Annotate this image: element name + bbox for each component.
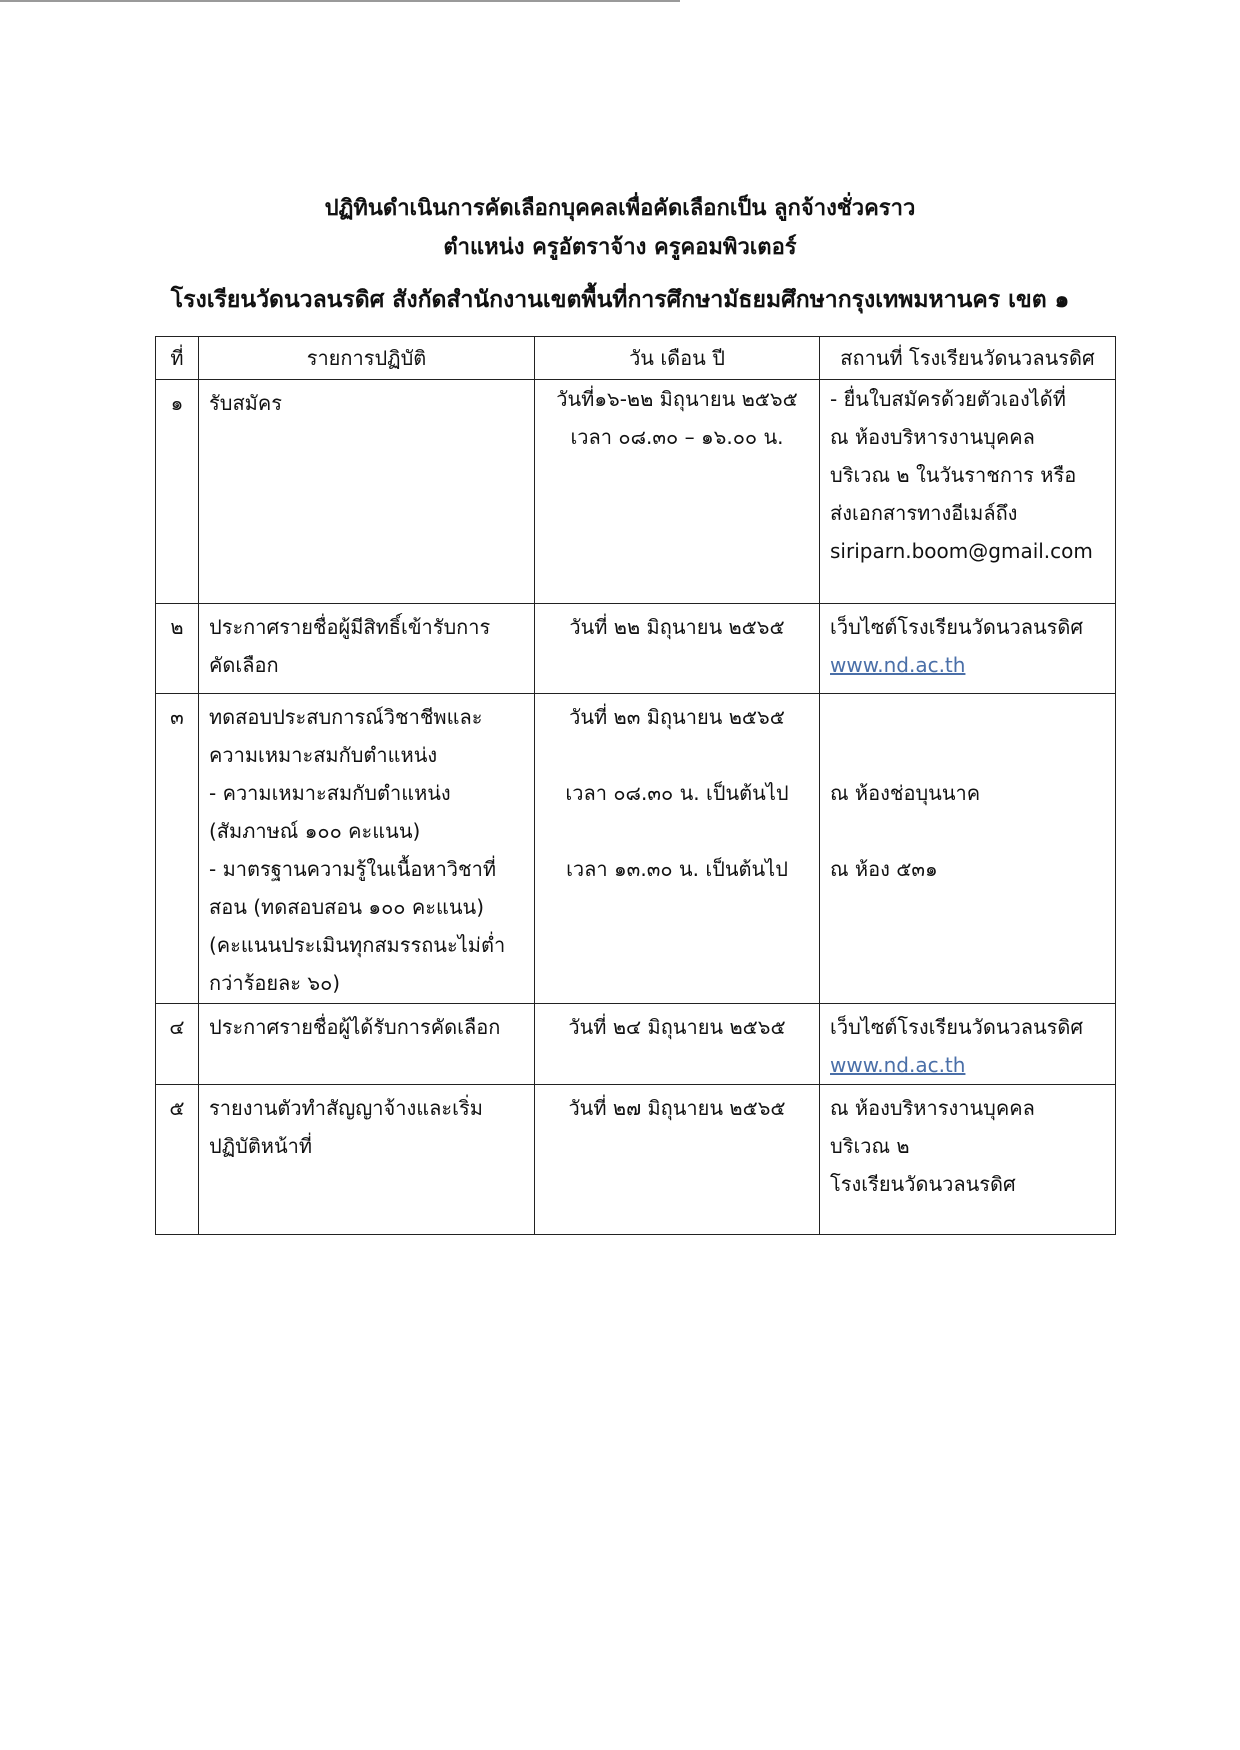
table-row [156, 1004, 1116, 1085]
header-date: วัน เดือน ปี [535, 337, 820, 380]
time-line: เวลา ๐๘.๓๐ น. เป็นต้นไป [565, 781, 789, 805]
header-no: ที่ [156, 337, 199, 380]
task-line: สอน (ทดสอบสอน ๑๐๐ คะแนน) [209, 895, 485, 919]
task-line: ความเหมาะสมกับตำแหน่ง [209, 743, 438, 767]
row-number: ๓ [156, 694, 199, 1004]
place-cell [820, 1085, 1116, 1235]
header-place: สถานที่ โรงเรียนวัดนวลนรดิศ [820, 337, 1116, 380]
row-number: ๕ [156, 1085, 199, 1235]
place-cell [820, 604, 1116, 694]
place-line: ณ ห้อง ๕๓๑ [830, 857, 938, 881]
task-line: ประกาศรายชื่อผู้ได้รับการคัดเลือก [209, 1015, 501, 1039]
task-line: ปฏิบัติหน้าที่ [209, 1134, 313, 1158]
place-cell [820, 380, 1116, 604]
task-line: - มาตรฐานความรู้ในเนื้อหาวิชาที่ [209, 857, 497, 881]
task-cell [199, 1085, 535, 1235]
website-link[interactable]: www.nd.ac.th [830, 1053, 966, 1077]
date-cell [535, 604, 820, 694]
website-link[interactable]: www.nd.ac.th [830, 653, 966, 677]
task-line: (สัมภาษณ์ ๑๐๐ คะแนน) [209, 819, 421, 843]
header-task: รายการปฏิบัติ [199, 337, 535, 380]
table-row [156, 604, 1116, 694]
date-cell [535, 1085, 820, 1235]
place-cell [820, 694, 1116, 1004]
row-number: ๑ [156, 380, 199, 604]
place-line: บริเวณ ๒ ในวันราชการ หรือ [830, 463, 1077, 487]
table-header-row [156, 337, 1116, 380]
table-row [156, 694, 1116, 1004]
task-cell [199, 694, 535, 1004]
date-line: วันที่ ๒๒ มิถุนายน ๒๕๖๕ [569, 615, 785, 639]
document-title: ปฏิทินดำเนินการคัดเลือกบุคคลเพื่อคัดเลือกเป็น ลูกจ้างชั่วคราว [324, 196, 916, 221]
date-line: วันที่ ๒๔ มิถุนายน ๒๕๖๕ [568, 1015, 786, 1039]
task-line: - ความเหมาะสมกับตำแหน่ง [209, 781, 451, 805]
row-number: ๒ [156, 604, 199, 694]
position-title: ตำแหน่ง ครูอัตราจ้าง ครูคอมพิวเตอร์ [443, 235, 797, 260]
schedule-table [155, 336, 1116, 1235]
date-line: วันที่๑๖-๒๒ มิถุนายน ๒๕๖๕ [556, 387, 798, 411]
task-line: ประกาศรายชื่อผู้มีสิทธิ์เข้ารับการ [209, 615, 491, 639]
place-line: บริเวณ ๒ [830, 1134, 910, 1158]
row-number: ๔ [156, 1004, 199, 1085]
place-line: เว็บไซต์โรงเรียนวัดนวลนรดิศ [830, 615, 1084, 639]
place-line: ส่งเอกสารทางอีเมล์ถึง [830, 501, 1018, 525]
place-line: เว็บไซต์โรงเรียนวัดนวลนรดิศ [830, 1015, 1084, 1039]
date-cell [535, 1004, 820, 1085]
place-line: โรงเรียนวัดนวลนรดิศ [830, 1172, 1016, 1196]
school-title: โรงเรียนวัดนวลนรดิศ สังกัดสำนักงานเขตพื้นที่การศึกษามัธยมศึกษากรุงเทพมหานคร เขต ๑ [170, 287, 1070, 313]
task-line: รับสมัคร [209, 391, 282, 415]
task-line: รายงานตัวทำสัญญาจ้างและเริ่ม [209, 1096, 483, 1120]
task-line: (คะแนนประเมินทุกสมรรถนะไม่ต่ำ [209, 933, 506, 957]
date-line: วันที่ ๒๗ มิถุนายน ๒๕๖๕ [568, 1096, 786, 1120]
place-line: ณ ห้องช่อบุนนาค [830, 781, 981, 805]
task-line: กว่าร้อยละ ๖๐) [209, 971, 341, 995]
task-line: ทดสอบประสบการณ์วิชาชีพและ [209, 705, 483, 729]
table-row [156, 1085, 1116, 1235]
place-line: ณ ห้องบริหารงานบุคคล [830, 1096, 1035, 1120]
task-cell [199, 1004, 535, 1085]
scan-top-edge [0, 0, 680, 2]
place-line: - ยื่นใบสมัครด้วยตัวเองได้ที่ [830, 387, 1066, 411]
place-line: ณ ห้องบริหารงานบุคคล [830, 425, 1035, 449]
table-row [156, 380, 1116, 604]
email-address: siriparn.boom@gmail.com [830, 539, 1093, 563]
place-cell [820, 1004, 1116, 1085]
date-cell [535, 694, 820, 1004]
time-line: เวลา ๑๓.๓๐ น. เป็นต้นไป [566, 857, 788, 881]
time-line: เวลา ๐๘.๓๐ – ๑๖.๐๐ น. [570, 425, 784, 449]
task-cell [199, 604, 535, 694]
date-cell [535, 380, 820, 604]
task-line: คัดเลือก [209, 653, 279, 677]
date-line: วันที่ ๒๓ มิถุนายน ๒๕๖๕ [569, 705, 785, 729]
task-cell [199, 380, 535, 604]
